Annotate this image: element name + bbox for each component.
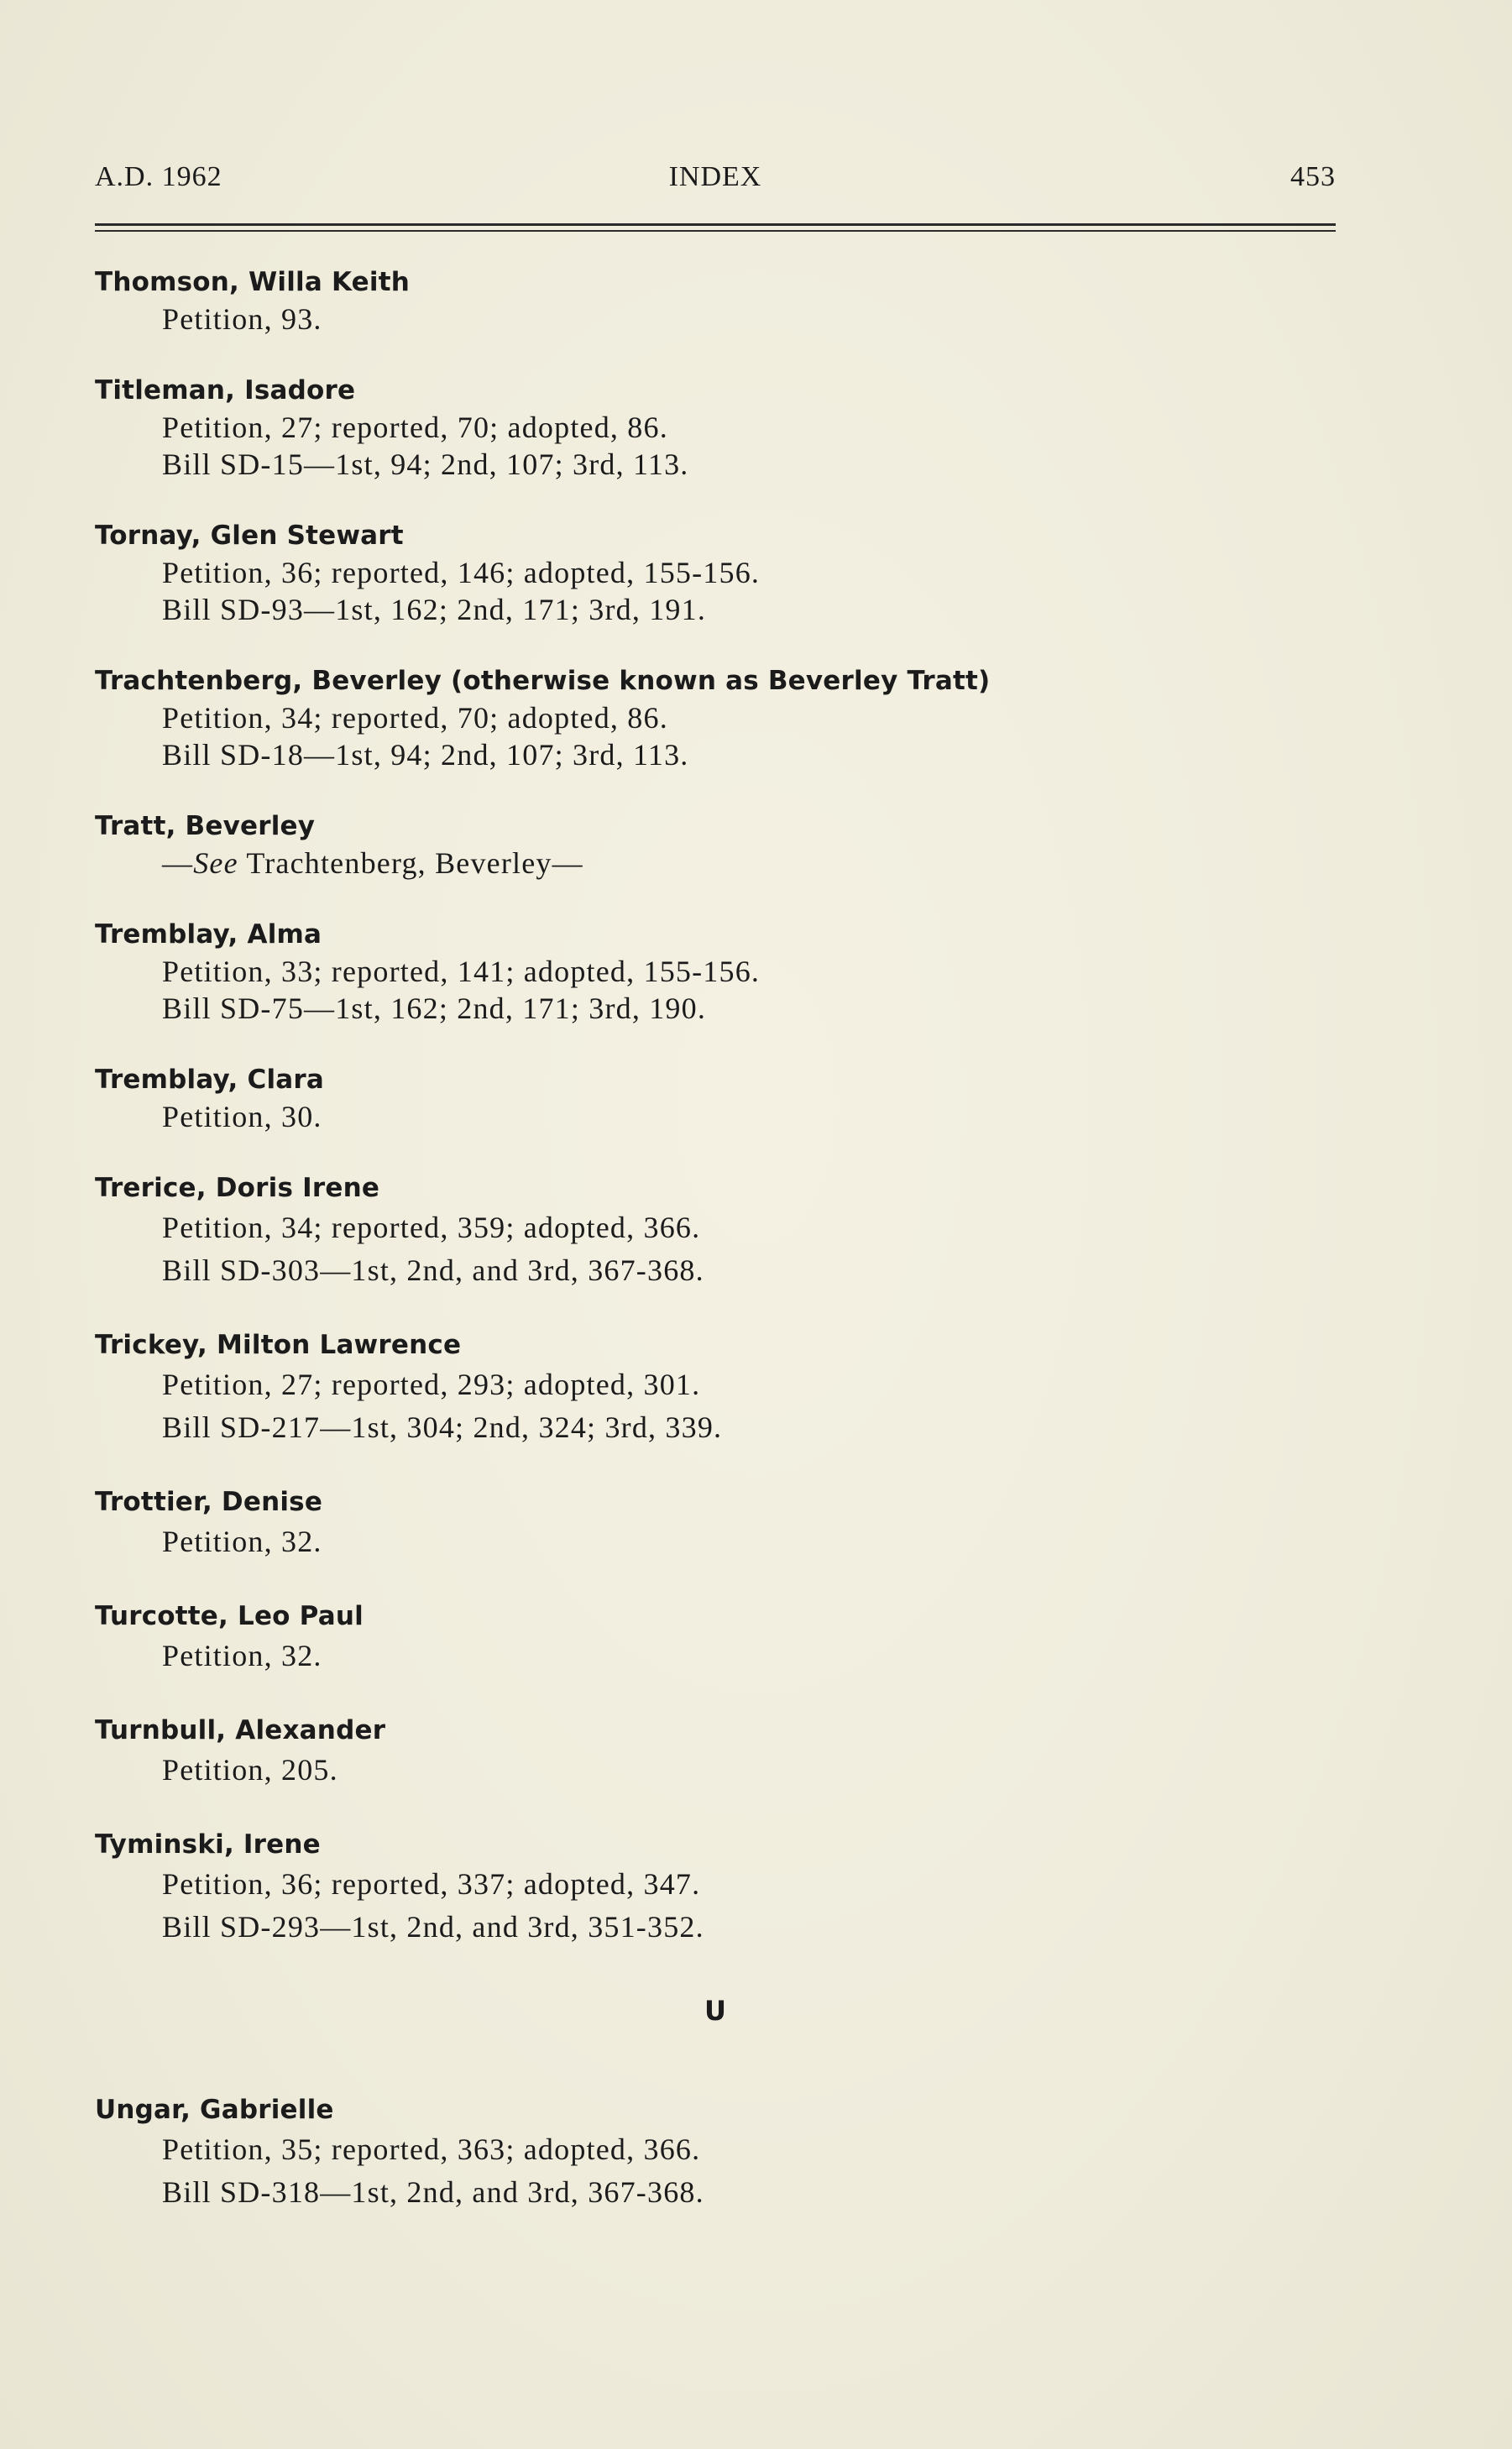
entry-detail: Petition, 93.: [162, 302, 322, 336]
entry-name: Titleman, Isadore: [95, 375, 356, 406]
entry-detail: Petition, 36; reported, 337; adopted, 347.: [162, 1867, 701, 1901]
index-entry: [95, 916, 1270, 1027]
index-entry: [95, 1061, 1270, 1135]
entry-name: Trickey, Milton Lawrence: [95, 1330, 462, 1360]
entry-detail: Bill SD-293—1st, 2nd, and 3rd, 351-352.: [162, 1910, 704, 1944]
entry-detail: Bill SD-217—1st, 304; 2nd, 324; 3rd, 339.: [162, 1410, 723, 1444]
header-rule-top: [95, 223, 1336, 226]
entry-detail: Petition, 36; reported, 146; adopted, 155-156.: [162, 556, 761, 589]
entry-detail: Petition, 27; reported, 293; adopted, 301.: [162, 1368, 701, 1401]
entry-detail: Petition, 32.: [162, 1639, 322, 1672]
entry-detail: Bill SD-303—1st, 2nd, and 3rd, 367-368.: [162, 1253, 704, 1287]
page-header: [95, 161, 1336, 203]
entry-detail: Bill SD-15—1st, 94; 2nd, 107; 3rd, 113.: [162, 447, 689, 481]
entry-name: Thomson, Willa Keith: [95, 267, 411, 297]
entry-name: Turcotte, Leo Paul: [95, 1601, 364, 1631]
entry-detail: Petition, 32.: [162, 1525, 322, 1558]
index-entry: [95, 662, 1270, 773]
index-entry: [95, 808, 1270, 882]
entry-name: Ungar, Gabrielle: [95, 2095, 334, 2125]
entry-detail: Petition, 35; reported, 363; adopted, 366.: [162, 2132, 701, 2166]
entry-name: Turnbull, Alexander: [95, 1715, 386, 1745]
entry-detail: Bill SD-18—1st, 94; 2nd, 107; 3rd, 113.: [162, 738, 689, 772]
entry-name: Tratt, Beverley: [95, 811, 316, 841]
index-entry: [95, 1826, 1270, 1949]
entry-name: Tremblay, Alma: [95, 919, 322, 950]
header-rule-bottom: [95, 230, 1336, 232]
entry-name: Trachtenberg, Beverley (otherwise known as Beverley Tratt): [95, 666, 991, 696]
see-label: See: [193, 846, 238, 880]
header-title: INDEX: [668, 161, 762, 192]
index-entries: [95, 264, 1270, 2214]
entry-detail: Bill SD-318—1st, 2nd, and 3rd, 367-368.: [162, 2175, 704, 2209]
index-entry: [95, 1598, 1270, 1677]
entry-detail: Bill SD-93—1st, 162; 2nd, 171; 3rd, 191.: [162, 593, 707, 626]
entry-detail: Petition, 205.: [162, 1753, 338, 1787]
entry-name: Tyminski, Irene: [95, 1829, 321, 1860]
entry-cross-reference: —See Trachtenberg, Beverley—: [162, 846, 583, 880]
index-entry: [95, 1484, 1270, 1563]
index-entry: [95, 372, 1270, 483]
entry-detail: Petition, 34; reported, 359; adopted, 366.: [162, 1211, 701, 1244]
index-entry: [95, 1712, 1270, 1792]
entry-detail: Petition, 27; reported, 70; adopted, 86.: [162, 411, 668, 444]
index-entry: [95, 517, 1270, 628]
entry-detail: Petition, 30.: [162, 1100, 322, 1133]
index-entry: [95, 2091, 1270, 2214]
page-number: 453: [1290, 161, 1336, 192]
entry-detail: Bill SD-75—1st, 162; 2nd, 171; 3rd, 190.: [162, 992, 707, 1025]
entry-detail: Petition, 33; reported, 141; adopted, 155-156.: [162, 955, 761, 988]
index-entry: [95, 1327, 1270, 1449]
entry-name: Trottier, Denise: [95, 1487, 323, 1517]
entry-name: Tornay, Glen Stewart: [95, 521, 404, 551]
section-divider: [95, 1949, 1270, 2091]
entry-detail: Petition, 34; reported, 70; adopted, 86.: [162, 701, 668, 735]
index-entry: [95, 1170, 1270, 1292]
entry-name: Trerice, Doris Irene: [95, 1173, 380, 1203]
index-entry: [95, 264, 1270, 338]
header-year: A.D. 1962: [95, 161, 222, 192]
entry-name: Tremblay, Clara: [95, 1065, 325, 1095]
section-letter-u: U: [704, 1995, 726, 2027]
